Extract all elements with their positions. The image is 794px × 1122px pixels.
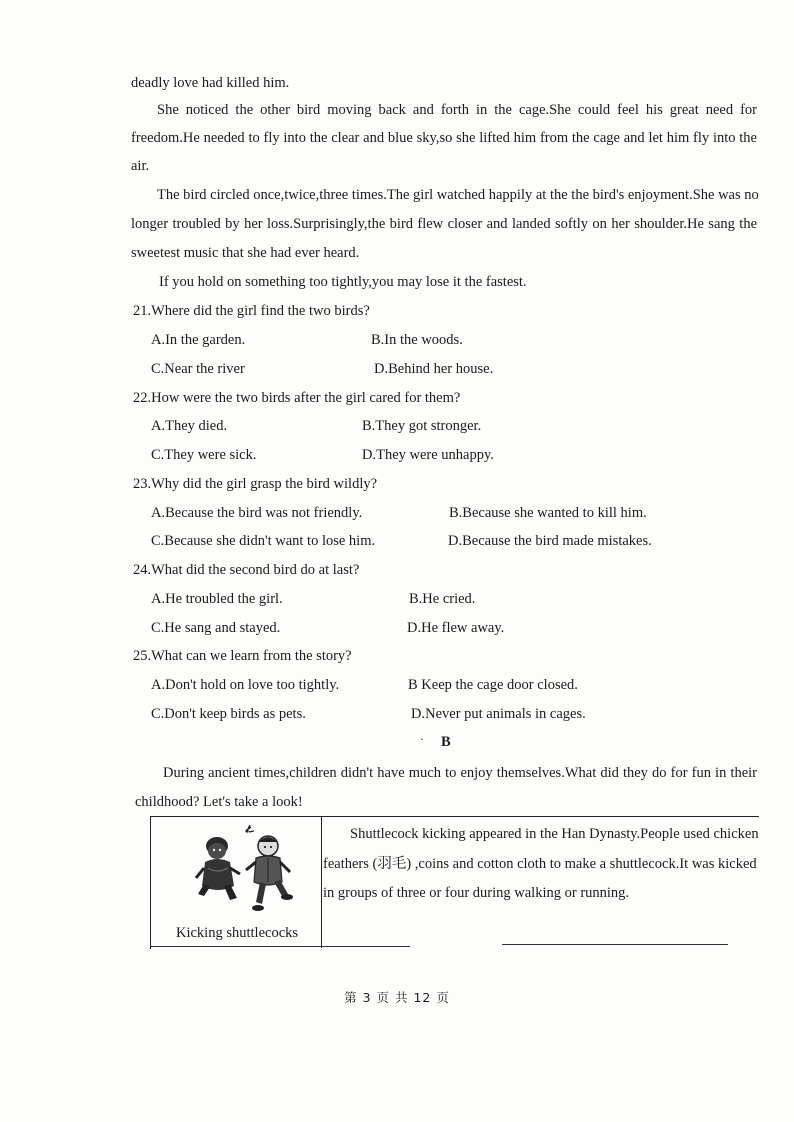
option-d: D.He flew away. [407, 620, 505, 636]
question-stem: 24.What did the second bird do at last? [133, 562, 360, 578]
option-b: B.Because she wanted to kill him. [449, 505, 647, 521]
section-intro-line: During ancient times,children didn't have much to enjoy themselves.What did they do for fun in their [163, 765, 757, 781]
option-a: A.Don't hold on love too tightly. [151, 677, 340, 693]
kicking-shuttlecock-illustration [190, 824, 300, 916]
passage-moral: If you hold on something too tightly,you may lose it the fastest. [159, 274, 527, 290]
table-bottom-border [322, 946, 410, 947]
stray-mark: · [420, 732, 424, 746]
page-number: 第 3 页 共 12 页 [344, 990, 450, 1005]
option-c: C.Don't keep birds as pets. [151, 706, 306, 722]
option-d: D.They were unhappy. [362, 447, 494, 463]
passage-line: freedom.He needed to fly into the clear and blue sky,so she lifted him from the cage and let him fly into the [131, 130, 757, 146]
option-b: B.He cried. [409, 591, 476, 607]
option-d: D.Behind her house. [374, 361, 494, 377]
option-b: B.In the woods. [371, 332, 463, 348]
illustration-caption: Kicking shuttlecocks [176, 925, 299, 941]
option-d: D.Because the bird made mistakes. [448, 533, 652, 549]
passage-line: longer troubled by her loss.Surprisingly,the bird flew closer and landed softly on her shoulder.He sang the [131, 216, 757, 232]
question-stem: 23.Why did the girl grasp the bird wildly? [133, 476, 378, 492]
question-stem: 21.Where did the girl find the two birds? [133, 303, 370, 319]
question-stem: 25.What can we learn from the story? [133, 648, 352, 664]
passage-line: deadly love had killed him. [131, 75, 290, 91]
option-b: B Keep the cage door closed. [408, 677, 578, 693]
section-heading: B [441, 734, 451, 750]
option-a: A.They died. [151, 418, 228, 434]
option-c: C.They were sick. [151, 447, 257, 463]
table-cell-line: Shuttlecock kicking appeared in the Han Dynasty.People used chicken [350, 826, 759, 842]
table-cell-line: in groups of three or four during walking or running. [323, 885, 630, 901]
option-d: D.Never put animals in cages. [411, 706, 586, 722]
table-bottom-border [502, 944, 728, 945]
table-cell-line: feathers (羽毛) ,coins and cotton cloth to make a shuttlecock.It was kicked [323, 856, 757, 872]
table-bottom-border [150, 946, 322, 947]
option-c: C.He sang and stayed. [151, 620, 281, 636]
option-b: B.They got stronger. [362, 418, 482, 434]
option-a: A.Because the bird was not friendly. [151, 505, 363, 521]
passage-line: air. [131, 158, 150, 174]
passage-line: The bird circled once,twice,three times.The girl watched happily at the the bird's enjoyment.She was no [157, 187, 759, 203]
option-c: C.Near the river [151, 361, 245, 377]
option-a: A.In the garden. [151, 332, 246, 348]
question-stem: 22.How were the two birds after the girl cared for them? [133, 390, 461, 406]
passage-line: sweetest music that she had ever heard. [131, 245, 360, 261]
option-a: A.He troubled the girl. [151, 591, 283, 607]
table-divider [321, 816, 322, 948]
passage-line: She noticed the other bird moving back and forth in the cage.She could feel his great need for [157, 102, 757, 118]
section-intro-line: childhood? Let's take a look! [135, 794, 303, 810]
option-c: C.Because she didn't want to lose him. [151, 533, 376, 549]
